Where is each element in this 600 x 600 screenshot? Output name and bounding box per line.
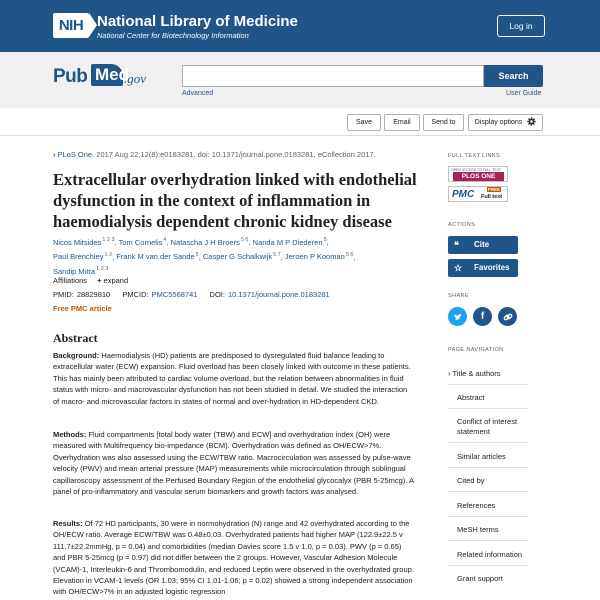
pmcid-link[interactable]: PMC5568741 bbox=[151, 290, 198, 299]
affiliations-label: Affiliations bbox=[53, 276, 88, 285]
nav-divider bbox=[448, 442, 528, 443]
results-label: Results: bbox=[53, 519, 83, 528]
display-options-label: Display options bbox=[474, 119, 523, 126]
author-link[interactable]: Nicos Mitsides$^{1 2 3}$ bbox=[53, 237, 115, 247]
abstract-background bbox=[53, 350, 415, 407]
nav-similar-articles[interactable]: Similar articles bbox=[457, 452, 506, 461]
plos-top-text: OPEN ACCESS TO FULL TEXT bbox=[451, 168, 502, 172]
pmc-logo: PMC bbox=[452, 189, 475, 200]
nav-abstract[interactable]: Abstract bbox=[457, 393, 485, 402]
nav-references[interactable]: References bbox=[457, 501, 496, 510]
affiliations-row bbox=[53, 276, 128, 285]
user-guide-link[interactable]: User Guide bbox=[506, 90, 542, 97]
send-to-button[interactable]: Send to bbox=[423, 114, 464, 131]
link-icon[interactable] bbox=[498, 307, 517, 326]
chevron-right-icon[interactable]: › bbox=[53, 150, 56, 159]
abstract-heading: Abstract bbox=[53, 331, 98, 345]
pmid-value: 28829810 bbox=[76, 290, 111, 299]
pmc-full-text-link[interactable] bbox=[448, 186, 508, 202]
email-button[interactable]: Email bbox=[384, 114, 420, 131]
chevron-down-icon: › bbox=[448, 369, 453, 378]
plus-icon[interactable]: + bbox=[97, 276, 102, 285]
journal-link[interactable]: PLoS One. bbox=[57, 150, 95, 159]
star-icon: ☆ bbox=[454, 263, 463, 273]
pmc-free-tag: FREE bbox=[488, 187, 501, 192]
facebook-icon[interactable]: f bbox=[473, 307, 492, 326]
logo-pub: Pub bbox=[53, 66, 88, 87]
article-toolbar bbox=[0, 108, 600, 136]
pmid-label: PMID: bbox=[53, 290, 74, 299]
citation-details: 2017 Aug 22;12(8):e0183281. doi: 10.1371/journal.pone.0183281. eCollection 2017. bbox=[96, 150, 376, 159]
favorites-button[interactable] bbox=[448, 259, 518, 277]
author-link[interactable]: Jeroen P Kooman$^{5 6}$ bbox=[284, 251, 354, 261]
identifiers-row bbox=[53, 290, 330, 299]
article-title: Extracellular overhydration linked with endothelial dysfunction in the context of inflammation in haemodialysis dependent chronic kidney disease bbox=[53, 170, 417, 231]
plos-one-logo: PLOS ONE bbox=[453, 172, 504, 181]
background-label: Background: bbox=[53, 351, 100, 360]
gear-icon bbox=[527, 117, 536, 126]
nav-grant-support[interactable]: Grant support bbox=[457, 574, 503, 583]
nav-divider bbox=[448, 516, 528, 517]
share-heading: SHARE bbox=[448, 293, 469, 299]
pmc-full-text-label: Full text bbox=[481, 194, 503, 200]
methods-label: Methods: bbox=[53, 430, 87, 439]
search-input[interactable] bbox=[182, 65, 484, 87]
author-link[interactable]: Paul Brenchley$^{1 2}$ bbox=[53, 251, 113, 261]
pubmed-logo[interactable] bbox=[53, 64, 153, 90]
expand-link[interactable]: expand bbox=[103, 276, 129, 285]
nav-divider bbox=[448, 540, 528, 541]
search-button[interactable]: Search bbox=[484, 65, 543, 87]
author-link[interactable]: Sandip Mitra$^{1 2 3}$ bbox=[53, 266, 109, 276]
author-link[interactable]: Frank M van der Sande$^5$ bbox=[116, 251, 199, 261]
author-link[interactable]: Nanda M P Diederen$^5$ bbox=[252, 237, 327, 247]
advanced-search-link[interactable]: Advanced bbox=[182, 90, 214, 97]
cite-label: Cite bbox=[474, 240, 490, 249]
save-button[interactable]: Save bbox=[347, 114, 381, 131]
logo-med: Med bbox=[91, 64, 123, 86]
nih-logo[interactable]: NIH bbox=[53, 13, 89, 38]
abstract-results bbox=[53, 518, 415, 598]
favorites-label: Favorites bbox=[474, 263, 510, 272]
actions-heading: ACTIONS bbox=[448, 222, 476, 228]
nav-divider bbox=[448, 467, 528, 468]
free-pmc-badge: Free PMC article bbox=[53, 304, 112, 313]
logo-gov: .gov bbox=[124, 71, 147, 86]
citation-line bbox=[53, 150, 423, 159]
twitter-icon[interactable] bbox=[448, 307, 467, 326]
author-link[interactable]: Casper G Schalkwijk$^{5 7}$ bbox=[202, 251, 281, 261]
pmcid-label: PMCID: bbox=[122, 290, 149, 299]
doi-link[interactable]: 10.1371/journal.pone.0183281 bbox=[227, 290, 330, 299]
nav-divider bbox=[448, 384, 528, 385]
banner-title[interactable]: National Library of Medicine bbox=[97, 13, 298, 30]
nav-title-authors[interactable]: › Title & authors bbox=[448, 369, 501, 378]
display-options-button[interactable] bbox=[468, 114, 543, 131]
plos-one-link[interactable] bbox=[448, 166, 508, 182]
login-button[interactable]: Log in bbox=[497, 15, 545, 37]
nav-divider bbox=[448, 491, 528, 492]
nav-cited-by[interactable]: Cited by bbox=[457, 476, 485, 485]
doi-label: DOI: bbox=[209, 290, 225, 299]
cite-button[interactable] bbox=[448, 236, 518, 254]
author-link[interactable]: Natascha J H Broers$^{5 6}$ bbox=[170, 237, 249, 247]
banner-subtitle: National Center for Biotechnology Information bbox=[97, 31, 249, 40]
full-text-links-heading: FULL TEXT LINKS bbox=[448, 153, 501, 159]
page-navigation-heading: PAGE NAVIGATION bbox=[448, 347, 504, 353]
search-area bbox=[0, 52, 600, 108]
nav-divider bbox=[448, 408, 528, 409]
nav-divider bbox=[448, 565, 528, 566]
author-link[interactable]: Tom Cornelis$^4$ bbox=[118, 237, 167, 247]
nih-banner bbox=[0, 0, 600, 52]
author-list: Nicos Mitsides$^{1 2 3}$, Tom Cornelis$^4$, Natascha J H Broers$^{5 6}$, Nanda M P Diederen$^5$, Paul Brenchley$^{1 2}$, Frank M van der Sande$^5$, Casper G Schalkwijk$^{5 7}$, Jeroen P Kooman$^{5 6}$, Sandip Mitra$^{1 2 3}$ bbox=[53, 237, 356, 276]
nav-related-information[interactable]: Related information bbox=[457, 550, 523, 559]
methods-text: Fluid compartments [total body water (TBW) and ECW] and overhydration index (OH) were measured with Multifrequency bio-impedance (BCM). Overhydration was defined as OH/ECW>7%. Overhydration was also assessed using the ECW/TBW ratio. Macrocirculation was assessed by pulse-wave velocity (PWV) and mean arterial pressure (MAP) measurements while microcirculation through sublingual capillaroscopy assessment of the Perfused Boundary Region of the endothelial glycocalyx (PBR 5-25mcg). A panel of pro-inflammatory and vascular serum biomarkers and growth factors was analysed. bbox=[53, 430, 414, 497]
background-text: Haemodialysis (HD) patients are predisposed to dysregulated fluid balance leading to extracellular water (ECW) expansion. Fluid overload has been closely linked with outcome in these patients. This has mainly been attributed to cardiac volume overload, but the relation between abnormalities in fluid status with micro- and macrovascular dysfunction has not been studied in detail. We studied the interaction of macro- and microvascular factors in states of normal and over-hydration in HD-dependent CKD. bbox=[53, 351, 411, 406]
nav-mesh-terms[interactable]: MeSH terms bbox=[457, 525, 499, 534]
quote-icon: ❝ bbox=[454, 240, 459, 250]
results-text: Of 72 HD participants, 30 were in normohydration (N) range and 42 overhydrated according to the OH/ECW ratio. Average ECW/TBW was 0.48±0.03. Overhydrated patients had higher MAP (122.9±22.5 v 111.7±22.2mmHg, p = 0.04) and comorbidities (median Davies score 1.5 v 1.0, p = 0.03). PWV (p = 0.65) and PBR 5-25mcg (p = 0.97) did not differ between the 2 groups. However, Vascular Adhesion Molecule (VCAM)-1, Interleukin-6 and Thrombomodulin, and reduced Leptin were observed in the overhydrated group. Elevation in VCAM-1 levels (OR 1.03; 95% CI 1.01-1.06; p = 0.02) showed a strong independent association with OH/ECW>7% in an adjusted logistic regression bbox=[53, 519, 414, 597]
nav-conflict-of-interest[interactable]: Conflict of interest statement bbox=[457, 417, 518, 436]
abstract-methods bbox=[53, 429, 415, 497]
